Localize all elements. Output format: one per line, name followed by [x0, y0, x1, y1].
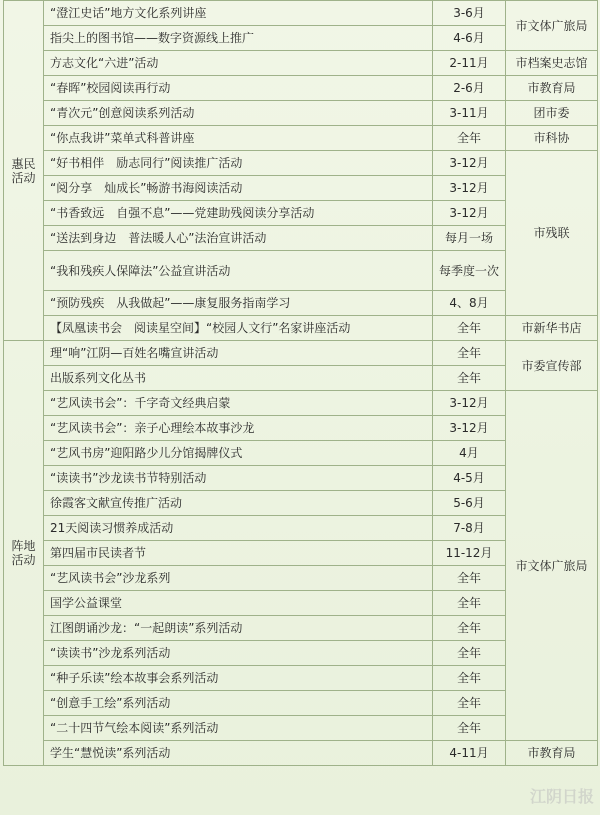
organizer-cell: 市新华书店 — [506, 316, 598, 341]
activity-cell: “澄江史话”地方文化系列讲座 — [44, 1, 433, 26]
activity-cell: “读读书”沙龙读书节特别活动 — [44, 466, 433, 491]
period-cell: 11-12月 — [433, 541, 506, 566]
period-cell: 全年 — [433, 126, 506, 151]
activity-cell: 方志文化“六进”活动 — [44, 51, 433, 76]
organizer-cell: 市档案史志馆 — [506, 51, 598, 76]
period-cell: 3-12月 — [433, 176, 506, 201]
table-row — [4, 341, 598, 366]
period-cell: 4-11月 — [433, 741, 506, 766]
organizer-cell: 市教育局 — [506, 741, 598, 766]
activity-cell: “读读书”沙龙系列活动 — [44, 641, 433, 666]
activity-cell: 国学公益课堂 — [44, 591, 433, 616]
organizer-cell: 市教育局 — [506, 76, 598, 101]
table-row — [4, 101, 598, 126]
period-cell: 3-12月 — [433, 151, 506, 176]
period-cell: 全年 — [433, 666, 506, 691]
period-cell: 全年 — [433, 566, 506, 591]
period-cell: 4-6月 — [433, 26, 506, 51]
organizer-cell: 市文体广旅局 — [506, 391, 598, 741]
activity-schedule-table — [3, 0, 598, 766]
activity-cell: “我和残疾人保障法”公益宣讲活动 — [44, 251, 433, 291]
table-row — [4, 1, 598, 26]
period-cell: 3-12月 — [433, 391, 506, 416]
activity-cell: “创意手工绘”系列活动 — [44, 691, 433, 716]
activity-cell: 徐霞客文献宣传推广活动 — [44, 491, 433, 516]
activity-cell: 【凤凰读书会 阅读星空间】“校园人文行”名家讲座活动 — [44, 316, 433, 341]
activity-cell: 指尖上的图书馆——数字资源线上推广 — [44, 26, 433, 51]
organizer-cell: 市残联 — [506, 151, 598, 316]
watermark: 江阴日报 — [529, 787, 594, 806]
period-cell: 2-11月 — [433, 51, 506, 76]
activity-cell: 理“响”江阴—百姓名嘴宣讲活动 — [44, 341, 433, 366]
activity-cell: “种子乐读”绘本故事会系列活动 — [44, 666, 433, 691]
period-cell: 4-5月 — [433, 466, 506, 491]
organizer-cell: 团市委 — [506, 101, 598, 126]
activity-cell: “艺风读书会”：亲子心理绘本故事沙龙 — [44, 416, 433, 441]
organizer-cell: 市科协 — [506, 126, 598, 151]
organizer-cell: 市委宣传部 — [506, 341, 598, 391]
activity-cell: 学生“慧悦读”系列活动 — [44, 741, 433, 766]
activity-cell: “送法到身边 普法暖人心”法治宣讲活动 — [44, 226, 433, 251]
activity-cell: 出版系列文化丛书 — [44, 366, 433, 391]
activity-cell: “二十四节气绘本阅读”系列活动 — [44, 716, 433, 741]
organizer-cell: 市文体广旅局 — [506, 1, 598, 51]
activity-cell: “春晖”校园阅读再行动 — [44, 76, 433, 101]
period-cell: 全年 — [433, 641, 506, 666]
period-cell: 3-11月 — [433, 101, 506, 126]
activity-cell: 21天阅读习惯养成活动 — [44, 516, 433, 541]
activity-cell: “青次元”创意阅读系列活动 — [44, 101, 433, 126]
period-cell: 7-8月 — [433, 516, 506, 541]
period-cell: 全年 — [433, 316, 506, 341]
period-cell: 3-12月 — [433, 201, 506, 226]
period-cell: 全年 — [433, 691, 506, 716]
table-row — [4, 741, 598, 766]
table-row — [4, 126, 598, 151]
period-cell: 每月一场 — [433, 226, 506, 251]
activity-cell: “书香致远 自强不息”——党建助残阅读分享活动 — [44, 201, 433, 226]
period-cell: 3-12月 — [433, 416, 506, 441]
category-huimin: 惠民活动 — [4, 1, 44, 341]
table-row — [4, 76, 598, 101]
period-cell: 2-6月 — [433, 76, 506, 101]
period-cell: 每季度一次 — [433, 251, 506, 291]
activity-cell: “艺风书房”迎阳路少儿分馆揭牌仪式 — [44, 441, 433, 466]
period-cell: 4、8月 — [433, 291, 506, 316]
period-cell: 3-6月 — [433, 1, 506, 26]
activity-cell: “艺风读书会”：千字奇文经典启蒙 — [44, 391, 433, 416]
period-cell: 全年 — [433, 716, 506, 741]
period-cell: 4月 — [433, 441, 506, 466]
activity-cell: “你点我讲”菜单式科普讲座 — [44, 126, 433, 151]
period-cell: 全年 — [433, 366, 506, 391]
activity-cell: 第四届市民读者节 — [44, 541, 433, 566]
activity-cell: “好书相伴 励志同行”阅读推广活动 — [44, 151, 433, 176]
table-row — [4, 391, 598, 416]
period-cell: 5-6月 — [433, 491, 506, 516]
table-row — [4, 316, 598, 341]
table-row — [4, 151, 598, 176]
activity-cell: 江图朗诵沙龙：“一起朗读”系列活动 — [44, 616, 433, 641]
activity-cell: “艺风读书会”沙龙系列 — [44, 566, 433, 591]
period-cell: 全年 — [433, 341, 506, 366]
table-row — [4, 51, 598, 76]
period-cell: 全年 — [433, 616, 506, 641]
period-cell: 全年 — [433, 591, 506, 616]
activity-cell: “阅分享 灿成长”畅游书海阅读活动 — [44, 176, 433, 201]
category-zhendi: 阵地活动 — [4, 341, 44, 766]
activity-cell: “预防残疾 从我做起”——康复服务指南学习 — [44, 291, 433, 316]
